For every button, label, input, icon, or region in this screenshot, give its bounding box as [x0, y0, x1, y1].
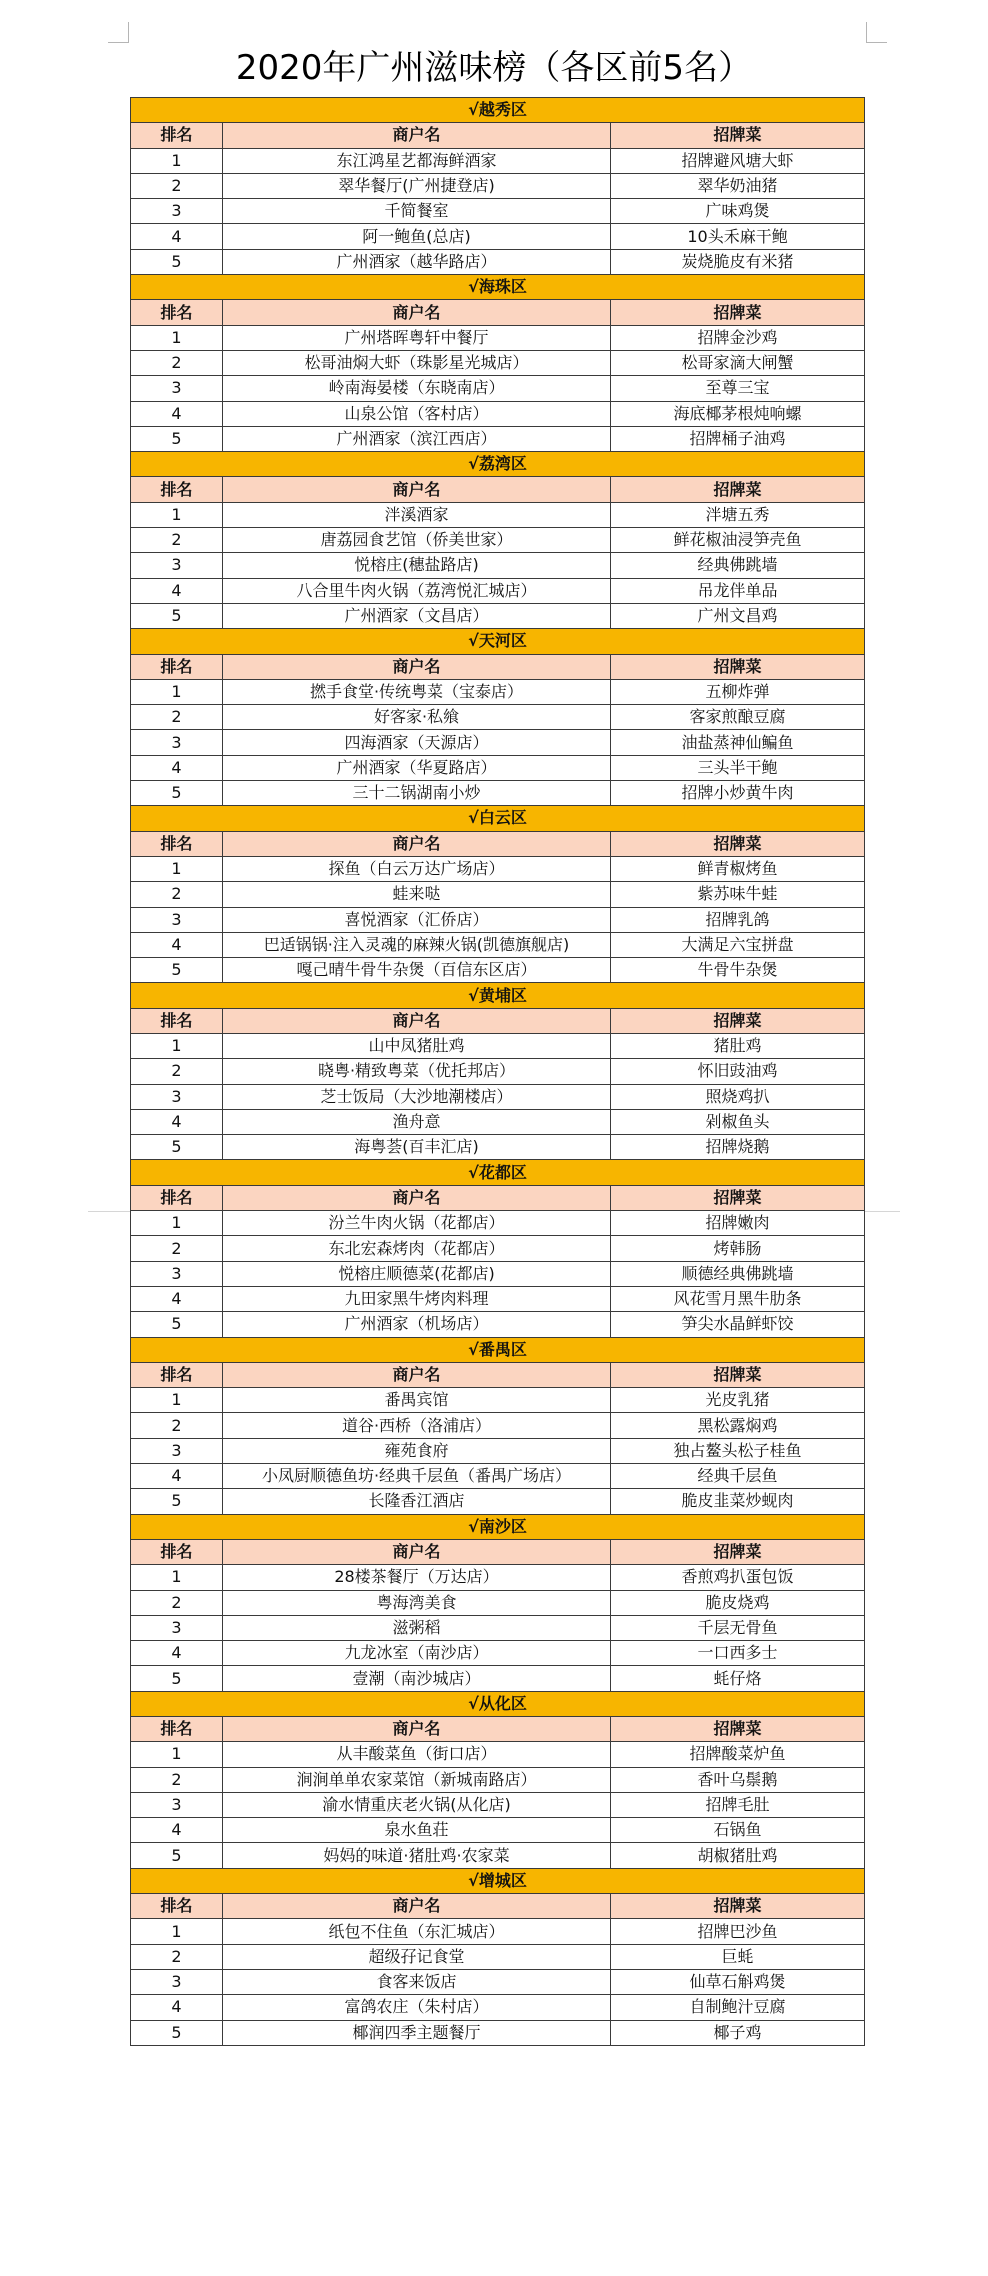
merchant-cell: 山中凤猪肚鸡 [223, 1033, 611, 1058]
table-row [131, 1059, 865, 1084]
table-row [131, 224, 865, 249]
table-row [131, 376, 865, 401]
merchant-cell: 雍苑食府 [223, 1438, 611, 1463]
table-row [131, 1413, 865, 1438]
rank-cell: 3 [131, 1261, 223, 1286]
merchant-cell: 妈妈的味道·猪肚鸡·农家菜 [223, 1843, 611, 1868]
table-row [131, 1767, 865, 1792]
merchant-cell: 九龙冰室（南沙店） [223, 1641, 611, 1666]
rank-cell: 5 [131, 1312, 223, 1337]
rank-cell: 4 [131, 755, 223, 780]
merchant-cell: 纸包不住鱼（东汇城店） [223, 1919, 611, 1944]
district-header-row [131, 1868, 865, 1893]
dish-cell: 炭烧脆皮有米猪 [611, 249, 865, 274]
merchant-cell: 悦榕庄顺德菜(花都店) [223, 1261, 611, 1286]
table-row [131, 1641, 865, 1666]
table-row [131, 1084, 865, 1109]
merchant-cell: 岭南海晏楼（东晓南店） [223, 376, 611, 401]
district-name: √白云区 [131, 806, 865, 831]
rank-cell: 2 [131, 1944, 223, 1969]
dish-cell: 大满足六宝拼盘 [611, 932, 865, 957]
table-row [131, 1590, 865, 1615]
rank-cell: 4 [131, 578, 223, 603]
table-row [131, 730, 865, 755]
dish-cell: 招牌小炒黄牛肉 [611, 781, 865, 806]
dish-cell: 一口西多士 [611, 1641, 865, 1666]
dish-cell: 烤韩肠 [611, 1236, 865, 1261]
table-row [131, 502, 865, 527]
table-row [131, 958, 865, 983]
dish-cell: 巨蚝 [611, 1944, 865, 1969]
district-name: √海珠区 [131, 275, 865, 300]
merchant-cell: 广州酒家（文昌店） [223, 603, 611, 628]
merchant-cell: 广州酒家（华夏路店） [223, 755, 611, 780]
dish-cell: 胡椒猪肚鸡 [611, 1843, 865, 1868]
merchant-cell: 涧涧单单农家菜馆（新城南路店） [223, 1767, 611, 1792]
district-name: √荔湾区 [131, 452, 865, 477]
dish-cell: 招牌酸菜炉鱼 [611, 1742, 865, 1767]
rank-cell: 2 [131, 1767, 223, 1792]
rank-cell: 5 [131, 1489, 223, 1514]
merchant-cell: 长隆香江酒店 [223, 1489, 611, 1514]
merchant-cell: 椰润四季主题餐厅 [223, 2020, 611, 2045]
table-row [131, 1969, 865, 1994]
column-header-row [131, 1717, 865, 1742]
table-row [131, 553, 865, 578]
column-header-dish: 招牌菜 [611, 1539, 865, 1564]
merchant-cell: 壹潮（南沙城店） [223, 1666, 611, 1691]
page-corner-mark [108, 22, 129, 43]
dish-cell: 独占鳌头松子桂鱼 [611, 1438, 865, 1463]
dish-cell: 千层无骨鱼 [611, 1615, 865, 1640]
district-name: √增城区 [131, 1868, 865, 1893]
table-row [131, 1211, 865, 1236]
rank-cell: 4 [131, 1286, 223, 1311]
rank-cell: 2 [131, 705, 223, 730]
merchant-cell: 山泉公馆（客村店） [223, 401, 611, 426]
table-row [131, 1135, 865, 1160]
merchant-cell: 超级孖记食堂 [223, 1944, 611, 1969]
table-row [131, 1615, 865, 1640]
district-name: √天河区 [131, 629, 865, 654]
table-row [131, 781, 865, 806]
merchant-cell: 广州酒家（越华路店） [223, 249, 611, 274]
column-header-rank: 排名 [131, 477, 223, 502]
dish-cell: 招牌巴沙鱼 [611, 1919, 865, 1944]
dish-cell: 翠华奶油猪 [611, 173, 865, 198]
merchant-cell: 翠华餐厅(广州捷登店) [223, 173, 611, 198]
merchant-cell: 三十二锅湖南小炒 [223, 781, 611, 806]
column-header-dish: 招牌菜 [611, 654, 865, 679]
column-header-merchant: 商户名 [223, 1008, 611, 1033]
district-header-row [131, 1160, 865, 1185]
dish-cell: 招牌避风塘大虾 [611, 148, 865, 173]
merchant-cell: 小凤厨顺德鱼坊·经典千层鱼（番禺广场店） [223, 1464, 611, 1489]
dish-cell: 猪肚鸡 [611, 1033, 865, 1058]
dish-cell: 脆皮韭菜炒蚬肉 [611, 1489, 865, 1514]
rank-cell: 2 [131, 528, 223, 553]
dish-cell: 客家煎酿豆腐 [611, 705, 865, 730]
table-row [131, 1565, 865, 1590]
merchant-cell: 探鱼（白云万达广场店） [223, 856, 611, 881]
column-header-dish: 招牌菜 [611, 477, 865, 502]
rank-cell: 3 [131, 1084, 223, 1109]
column-header-rank: 排名 [131, 1894, 223, 1919]
dish-cell: 鲜青椒烤鱼 [611, 856, 865, 881]
rank-cell: 1 [131, 148, 223, 173]
rank-cell: 1 [131, 1033, 223, 1058]
district-name: √花都区 [131, 1160, 865, 1185]
dish-cell: 石锅鱼 [611, 1818, 865, 1843]
column-header-row [131, 1008, 865, 1033]
dish-cell: 光皮乳猪 [611, 1388, 865, 1413]
merchant-cell: 晓粤·精致粤菜（优托邦店） [223, 1059, 611, 1084]
rank-cell: 2 [131, 1413, 223, 1438]
rank-cell: 3 [131, 907, 223, 932]
table-row [131, 1236, 865, 1261]
dish-cell: 经典千层鱼 [611, 1464, 865, 1489]
table-row [131, 2020, 865, 2045]
column-header-merchant: 商户名 [223, 477, 611, 502]
merchant-cell: 海粤荟(百丰汇店) [223, 1135, 611, 1160]
rank-cell: 4 [131, 932, 223, 957]
district-header-row [131, 983, 865, 1008]
rank-cell: 4 [131, 1109, 223, 1134]
column-header-dish: 招牌菜 [611, 1008, 865, 1033]
rank-cell: 4 [131, 1818, 223, 1843]
table-row [131, 1666, 865, 1691]
column-header-merchant: 商户名 [223, 1185, 611, 1210]
dish-cell: 怀旧豉油鸡 [611, 1059, 865, 1084]
column-header-dish: 招牌菜 [611, 300, 865, 325]
merchant-cell: 广州酒家（机场店） [223, 1312, 611, 1337]
rank-cell: 3 [131, 376, 223, 401]
column-header-rank: 排名 [131, 831, 223, 856]
rank-cell: 1 [131, 856, 223, 881]
dish-cell: 仙草石斛鸡煲 [611, 1969, 865, 1994]
table-row [131, 1438, 865, 1463]
merchant-cell: 从丰酸菜鱼（街口店） [223, 1742, 611, 1767]
dish-cell: 三头半干鲍 [611, 755, 865, 780]
column-header-merchant: 商户名 [223, 123, 611, 148]
rank-cell: 1 [131, 1919, 223, 1944]
rank-cell: 4 [131, 401, 223, 426]
merchant-cell: 好客家·私飨 [223, 705, 611, 730]
merchant-cell: 悦榕庄(穗盐路店) [223, 553, 611, 578]
rank-cell: 5 [131, 2020, 223, 2045]
rank-cell: 2 [131, 1590, 223, 1615]
ranking-table [130, 97, 865, 2046]
district-name: √越秀区 [131, 98, 865, 123]
column-header-merchant: 商户名 [223, 1717, 611, 1742]
merchant-cell: 蛙来哒 [223, 882, 611, 907]
merchant-cell: 道谷·西桥（洛浦店） [223, 1413, 611, 1438]
table-row [131, 856, 865, 881]
table-row [131, 1919, 865, 1944]
table-row [131, 1843, 865, 1868]
rank-cell: 3 [131, 199, 223, 224]
district-header-row [131, 806, 865, 831]
district-name: √南沙区 [131, 1514, 865, 1539]
dish-cell: 招牌桶子油鸡 [611, 426, 865, 451]
rank-cell: 1 [131, 502, 223, 527]
merchant-cell: 泮溪酒家 [223, 502, 611, 527]
district-header-row [131, 98, 865, 123]
merchant-cell: 泉水鱼荘 [223, 1818, 611, 1843]
table-row [131, 1033, 865, 1058]
dish-cell: 海底椰茅根炖响螺 [611, 401, 865, 426]
rank-cell: 3 [131, 730, 223, 755]
table-row [131, 173, 865, 198]
merchant-cell: 广州塔晖粤轩中餐厅 [223, 325, 611, 350]
rank-cell: 3 [131, 553, 223, 578]
column-header-dish: 招牌菜 [611, 831, 865, 856]
rank-cell: 5 [131, 426, 223, 451]
merchant-cell: 嘎己晴牛骨牛杂煲（百信东区店） [223, 958, 611, 983]
table-row [131, 1261, 865, 1286]
table-row [131, 1464, 865, 1489]
district-header-row [131, 275, 865, 300]
rank-cell: 1 [131, 679, 223, 704]
dish-cell: 黑松露焖鸡 [611, 1413, 865, 1438]
dish-cell: 招牌烧鹅 [611, 1135, 865, 1160]
merchant-cell: 汾兰牛肉火锅（花都店） [223, 1211, 611, 1236]
table-row [131, 1489, 865, 1514]
page-corner-mark [866, 22, 887, 43]
dish-cell: 自制鲍汁豆腐 [611, 1995, 865, 2020]
merchant-cell: 广州酒家（滨江西店） [223, 426, 611, 451]
dish-cell: 五柳炸弹 [611, 679, 865, 704]
table-row [131, 148, 865, 173]
dish-cell: 蚝仔烙 [611, 1666, 865, 1691]
table-row [131, 1286, 865, 1311]
rank-cell: 5 [131, 1666, 223, 1691]
column-header-rank: 排名 [131, 1362, 223, 1387]
rank-cell: 4 [131, 224, 223, 249]
merchant-cell: 喜悦酒家（汇侨店） [223, 907, 611, 932]
merchant-cell: 东江鸿星艺都海鲜酒家 [223, 148, 611, 173]
rank-cell: 1 [131, 1742, 223, 1767]
table-row [131, 679, 865, 704]
dish-cell: 至尊三宝 [611, 376, 865, 401]
column-header-dish: 招牌菜 [611, 1362, 865, 1387]
dish-cell: 招牌金沙鸡 [611, 325, 865, 350]
district-header-row [131, 1514, 865, 1539]
rank-cell: 1 [131, 1565, 223, 1590]
merchant-cell: 28楼茶餐厅（万达店） [223, 1565, 611, 1590]
merchant-cell: 食客来饭店 [223, 1969, 611, 1994]
merchant-cell: 阿一鲍鱼(总店) [223, 224, 611, 249]
table-row [131, 907, 865, 932]
table-row [131, 932, 865, 957]
table-row [131, 705, 865, 730]
table-row [131, 755, 865, 780]
column-header-dish: 招牌菜 [611, 1717, 865, 1742]
dish-cell: 香煎鸡扒蛋包饭 [611, 1565, 865, 1590]
table-row [131, 603, 865, 628]
merchant-cell: 渔舟意 [223, 1109, 611, 1134]
table-row [131, 325, 865, 350]
column-header-rank: 排名 [131, 654, 223, 679]
table-row [131, 882, 865, 907]
dish-cell: 牛骨牛杂煲 [611, 958, 865, 983]
rank-cell: 2 [131, 173, 223, 198]
table-row [131, 528, 865, 553]
dish-cell: 照烧鸡扒 [611, 1084, 865, 1109]
rank-cell: 1 [131, 325, 223, 350]
column-header-row [131, 1362, 865, 1387]
column-header-rank: 排名 [131, 1185, 223, 1210]
merchant-cell: 九田家黑牛烤肉料理 [223, 1286, 611, 1311]
column-header-merchant: 商户名 [223, 1539, 611, 1564]
dish-cell: 招牌嫩肉 [611, 1211, 865, 1236]
column-header-merchant: 商户名 [223, 300, 611, 325]
merchant-cell: 番禺宾馆 [223, 1388, 611, 1413]
merchant-cell: 巴适锅锅·注入灵魂的麻辣火锅(凯德旗舰店) [223, 932, 611, 957]
merchant-cell: 八合里牛肉火锅（荔湾悦汇城店） [223, 578, 611, 603]
district-header-row [131, 452, 865, 477]
column-header-dish: 招牌菜 [611, 123, 865, 148]
table-row [131, 578, 865, 603]
rank-cell: 4 [131, 1464, 223, 1489]
table-row [131, 401, 865, 426]
merchant-cell: 滋粥稻 [223, 1615, 611, 1640]
merchant-cell: 四海酒家（天源店） [223, 730, 611, 755]
merchant-cell: 千简餐室 [223, 199, 611, 224]
dish-cell: 脆皮烧鸡 [611, 1590, 865, 1615]
merchant-cell: 渝水情重庆老火锅(从化店) [223, 1792, 611, 1817]
table-row [131, 199, 865, 224]
rank-cell: 2 [131, 1236, 223, 1261]
column-header-row [131, 831, 865, 856]
table-row [131, 1792, 865, 1817]
column-header-rank: 排名 [131, 1717, 223, 1742]
rank-cell: 3 [131, 1615, 223, 1640]
column-header-merchant: 商户名 [223, 831, 611, 856]
table-row [131, 1818, 865, 1843]
dish-cell: 风花雪月黑牛肋条 [611, 1286, 865, 1311]
rank-cell: 2 [131, 350, 223, 375]
column-header-row [131, 1894, 865, 1919]
column-header-row [131, 1185, 865, 1210]
district-header-row [131, 629, 865, 654]
column-header-rank: 排名 [131, 1539, 223, 1564]
dish-cell: 鲜花椒油浸笋壳鱼 [611, 528, 865, 553]
table-row [131, 1109, 865, 1134]
column-header-rank: 排名 [131, 300, 223, 325]
dish-cell: 10头禾麻干鲍 [611, 224, 865, 249]
dish-cell: 广州文昌鸡 [611, 603, 865, 628]
merchant-cell: 粤海湾美食 [223, 1590, 611, 1615]
rank-cell: 3 [131, 1969, 223, 1994]
district-header-row [131, 1337, 865, 1362]
column-header-dish: 招牌菜 [611, 1185, 865, 1210]
column-header-row [131, 654, 865, 679]
table-row [131, 249, 865, 274]
dish-cell: 广味鸡煲 [611, 199, 865, 224]
column-header-rank: 排名 [131, 123, 223, 148]
dish-cell: 笋尖水晶鲜虾饺 [611, 1312, 865, 1337]
rank-cell: 4 [131, 1995, 223, 2020]
dish-cell: 香叶乌鬃鹅 [611, 1767, 865, 1792]
column-header-merchant: 商户名 [223, 1894, 611, 1919]
merchant-cell: 撚手食堂·传统粤菜（宝泰店） [223, 679, 611, 704]
rank-cell: 5 [131, 1843, 223, 1868]
dish-cell: 油盐蒸神仙鳊鱼 [611, 730, 865, 755]
table-row [131, 1312, 865, 1337]
rank-cell: 3 [131, 1438, 223, 1463]
district-header-row [131, 1691, 865, 1716]
column-header-merchant: 商户名 [223, 654, 611, 679]
dish-cell: 顺德经典佛跳墙 [611, 1261, 865, 1286]
dish-cell: 招牌乳鸽 [611, 907, 865, 932]
dish-cell: 吊龙伴单品 [611, 578, 865, 603]
district-name: √番禺区 [131, 1337, 865, 1362]
table-row [131, 426, 865, 451]
column-header-rank: 排名 [131, 1008, 223, 1033]
table-row [131, 1388, 865, 1413]
district-name: √黄埔区 [131, 983, 865, 1008]
merchant-cell: 松哥油焖大虾（珠影星光城店） [223, 350, 611, 375]
dish-cell: 招牌毛肚 [611, 1792, 865, 1817]
rank-cell: 3 [131, 1792, 223, 1817]
rank-cell: 5 [131, 249, 223, 274]
rank-cell: 4 [131, 1641, 223, 1666]
dish-cell: 紫苏味牛蛙 [611, 882, 865, 907]
table-row [131, 1995, 865, 2020]
table-row [131, 1944, 865, 1969]
page-title: 2020年广州滋味榜（各区前5名） [235, 48, 753, 88]
dish-cell: 泮塘五秀 [611, 502, 865, 527]
rank-cell: 5 [131, 958, 223, 983]
rank-cell: 1 [131, 1211, 223, 1236]
merchant-cell: 唐荔园食艺馆（侨美世家） [223, 528, 611, 553]
merchant-cell: 富鸽农庄（朱村店） [223, 1995, 611, 2020]
column-header-merchant: 商户名 [223, 1362, 611, 1387]
merchant-cell: 东北宏森烤肉（花都店） [223, 1236, 611, 1261]
column-header-row [131, 1539, 865, 1564]
table-row [131, 1742, 865, 1767]
rank-cell: 5 [131, 781, 223, 806]
dish-cell: 椰子鸡 [611, 2020, 865, 2045]
rank-cell: 5 [131, 603, 223, 628]
rank-cell: 5 [131, 1135, 223, 1160]
merchant-cell: 芝士饭局（大沙地潮楼店） [223, 1084, 611, 1109]
dish-cell: 经典佛跳墙 [611, 553, 865, 578]
table-row [131, 350, 865, 375]
column-header-row [131, 300, 865, 325]
column-header-dish: 招牌菜 [611, 1894, 865, 1919]
column-header-row [131, 477, 865, 502]
rank-cell: 2 [131, 882, 223, 907]
dish-cell: 松哥家滴大闸蟹 [611, 350, 865, 375]
dish-cell: 剁椒鱼头 [611, 1109, 865, 1134]
rank-cell: 1 [131, 1388, 223, 1413]
district-name: √从化区 [131, 1691, 865, 1716]
rank-cell: 2 [131, 1059, 223, 1084]
column-header-row [131, 123, 865, 148]
